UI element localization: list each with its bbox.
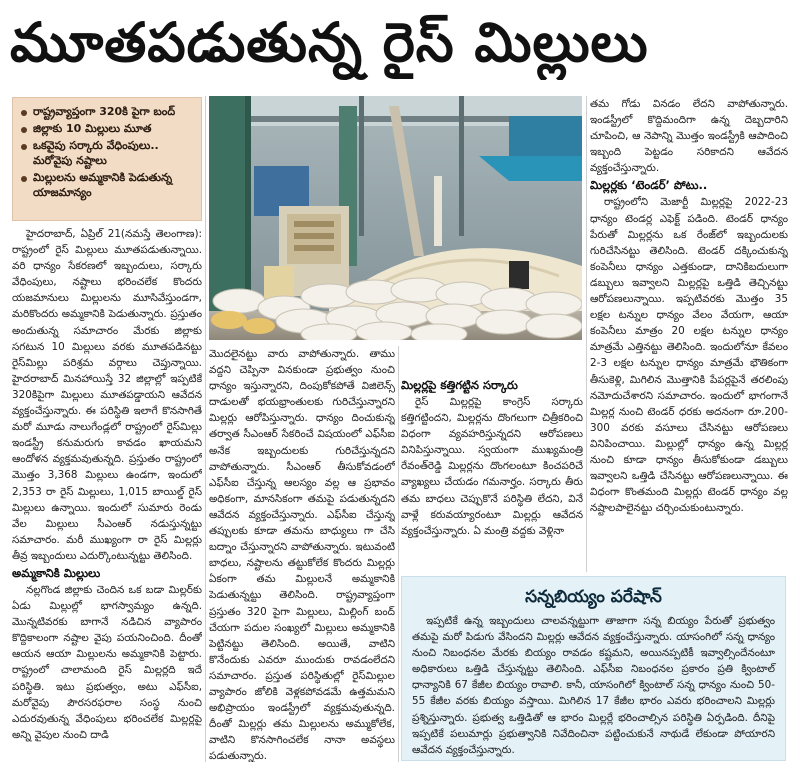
bullet-icon xyxy=(21,176,27,182)
rice-mill-photo xyxy=(209,96,582,340)
column-divider xyxy=(398,346,399,762)
highlight-item: రాష్ట్రవ్యాప్తంగా 320కి పైగా బంద్ xyxy=(19,104,195,119)
body-paragraph: మొదలైనట్టు వారు వాపోతున్నారు. తాము వద్దని చెప్పినా వినకుండా ప్రభుత్వం నుంచి ధాన్యం ఇస్తున్నారని, దింపుకోకపోతే విజిలెన్స్‌ దాడులతో భయభ్రాంతులకు గురిచేస్తున్నారని మిల్లర్లు ఆరోపిస్తున్నారు. ధాన్యం దించుకున్న తర్వాత సీఎంఆర్‌ సేకరించే విషయంలో ఎఫ్‌సీఐ అనేక ఇబ్బందులకు గురిచేస్తున్నదని వాపోతున్నారు. సీఎంఆర్‌ తీసుకోవడంలో ఎఫ్‌సీఐ చేస్తున్న ఆలస్యం వల్ల ఆ ప్రభావం అధికంగా, మానసికంగా తమపై పడుతున్నదని ఆవేదన వ్యక్తంచేస్తున్నారు. ఎఫ్‌సీఐ చేస్తున్న తప్పులకు కూడా తమను బాధ్యులు గా చేసి బద్నాం చేస్తున్నారని వాపోతున్నారు. ఇటువంటి బాధలు, నష్టాలను తట్టుకోలేక కొందరు మిల్లర్లు ఏకంగా తమ మిల్లులనే అమ్మకానికి పెడుతున్నట్టు తెలిసింది. రాష్ట్రవ్యాప్తంగా ప్రస్తుతం 320 పైగా మిల్లులు, మిల్లింగ్‌ బంద్‌ చేయగా పదుల సంఖ్యలో మిల్లులు అమ్మకానికి పెట్టినట్టు తెలిసింది. అయితే, వాటిని కొనేందుకు ఎవరూ ముందుకు రావడంలేదని సమాచారం. ప్రస్తుత పరిస్థితుల్లో రైస్‌మిల్లుల వ్యాపారం జోలికి వెళ్లకపోవడమే ఉత్తమమని అభిప్రాయం ఇండస్ట్రీలో వ్యక్తమవుతున్నది. దీంతో మిల్లర్లు తమ మిల్లులను అమ్ముకోలేక, వాటిని కొనసాగించలేక నానా అవస్థలు పడుతున్నారు. xyxy=(209,348,395,762)
column-divider xyxy=(586,96,587,572)
body-paragraph: హైదరాబాద్‌, ఏప్రిల్‌ 21(నమస్తే తెలంగాణ): రాష్ట్రంలో రైస్‌ మిల్లులు మూతపడుతున్నాయి. వరి ధాన్యం సేకరణలో ఇబ్బందులు, సర్కారు వేధింపులు, నష్టాలు భరించలేక కొందరు యజమానులు మిల్లులను మూసివేస్తుండగా, మరికొందరు అమ్మకానికి పెడుతున్నారు. ప్రస్తుతం అందుతున్న సమాచారం మేరకు జిల్లాకు సగటున 10 మిల్లులు వరకు మూతపడినట్టు రైస్‌మిల్లు పరిశ్రమ వర్గాలు చెప్తున్నాయి. హైదరాబాద్‌ మినహాయిస్తే 32 జిల్లాల్లో ఇప్పటికే 320కిపైగా మిల్లులు మూతపడ్డాయని ఆవేదన వ్యక్తంచేస్తున్నారు. ఈ పరిస్థితి ఇలాగే కొనసాగితే మరో మూడు నాలుగేండ్లలో రాష్ట్రంలో రైస్‌మిల్లు ఇండస్ట్రీ కనుమరుగు కావడం ఖాయమని ఆందోళన వ్యక్తమవుతున్నది. ప్రస్తుతం రాష్ట్రంలో మొత్తం 3,368 మిల్లులు ఉండగా, ఇందులో 2,353 రా రైస్‌ మిల్లులు, 1,015 బాయిల్డ్‌ రైస్‌ మిల్లులు ఉన్నాయి. ఇందులో సుమారు రెండు వేల మిల్లులు సీఎంఆర్‌ నడుస్తున్నట్టు సమాచారం. మరీ ముఖ్యంగా రా రైస్‌ మిల్లర్లు తీవ్ర ఇబ్బందులు ఎదుర్కొంటున్నట్టు తెలిసింది. xyxy=(12,228,202,562)
article-column-3 xyxy=(401,346,583,572)
headline: మూతపడుతున్న రైస్ మిల్లులు xyxy=(10,10,649,74)
highlight-item: మిల్లులను అమ్మకానికి పెడుతున్న యాజమాన్యం xyxy=(19,170,195,200)
bullet-icon xyxy=(21,110,27,116)
rice-mill-illustration xyxy=(209,96,582,340)
article-column-1 xyxy=(12,226,202,762)
highlights-box xyxy=(12,97,202,221)
bullet-icon xyxy=(21,127,27,133)
boxout xyxy=(401,576,786,761)
subheading: అమ్మకానికి మిల్లులు xyxy=(12,565,101,580)
subheading: మిల్లర్లకు ‘టెండర్‌’ పోటు.. xyxy=(590,178,708,193)
boxout-title: సన్నబియ్యం పరేషాన్‌ xyxy=(525,587,662,607)
column-divider xyxy=(205,96,206,762)
boxout-paragraph: ఇప్పటికే ఉన్న ఇబ్బందులు చాలవన్నట్టుగా తాజాగా సన్న బియ్యం పేరుతో ప్రభుత్వం తమపై మరో పిడుగు వేసిందని మిల్లర్లు ఆవేదన వ్యక్తంచేస్తున్నారు. యాసంగిలో సన్న ధాన్యం నుంచి నిబంధనల మేరకు బియ్యం రావడం కష్టమని, అయినప్పటికీ ఇవ్వాల్సిందేనంటూ అధికారులు ఒత్తిడి చేస్తున్నట్టు తెలిసింది. ఎఫ్‌సీఐ నిబంధనల ప్రకారం ప్రతి క్వింటాల్‌ ధాన్యానికి 67 కేజీల బియ్యం రావాలి. కానీ, యాసంగిలో క్వింటాల్‌ సన్న ధాన్యం నుంచి 50-55 కేజీల వరకు బియ్యం వస్తాయి. మిగిలిన 17 కేజీల భారం ఎవరు భరించాలని మిల్లర్లు ప్రశ్నిస్తున్నారు. ప్రభుత్వ ఒత్తిడితో ఆ భారం మిల్లర్లే భరించాల్సిన పరిస్థితి ఏర్పడింది. దీనిపై ఇప్పటికే పలుమార్లు ప్రభుత్వానికి నివేదించినా పట్టించుకునే నాథుడే లేకుండా పోయారని ఆవేదన వ్యక్తంచేస్తున్నారు. xyxy=(412,615,775,756)
body-paragraph: నల్లగొండ జిల్లాకు చెందిన ఒక బడా మిల్లర్‌కు ఏడు మిల్లుల్లో భాగస్వామ్యం ఉన్నది. మొన్నటివరకు బాగానే నడిచిన వ్యాపారం కొద్దికాలంగా నష్టాల వైపు పయనించింది. దీంతో ఆయన ఆయా మిల్లులను అమ్మకానికి పెట్టారు. రాష్ట్రంలో చాలామంది రైస్‌ మిల్లర్లది ఇదే పరిస్థితి. ఇటు ప్రభుత్వం, అటు ఎఫ్‌సీఐ, మరోవైపు పౌరసరఫరాల సంస్థ నుంచి ఎదురవుతున్న వేధింపులు భరించలేక మిల్లర్లపై అన్ని వైపుల నుంచి దాడి xyxy=(12,583,202,741)
highlight-item: ఒకవైపు సర్కారు వేధింపులు.. మరోవైపు నష్టాలు xyxy=(19,138,195,168)
body-paragraph: తమ గోడు వినడం లేదని వాపోతున్నారు. ఇండస్ట్రీలో కొద్దిమందిగా ఉన్న దెబ్బదారిని చూపించి, ఆ నెపాన్ని మొత్తం ఇండస్ట్రీకి ఆపాదించి ఇబ్బంది పెట్టడం సరికాదని ఆవేదన వ్యక్తంచేస్తున్నారు. xyxy=(590,98,788,175)
subheading: మిల్లర్లపై కత్తిగట్టిన సర్కారు xyxy=(401,378,518,392)
highlight-item: జిల్లాకు 10 మిల్లులు మూత xyxy=(19,121,195,136)
body-paragraph: రాష్ట్రంలోని మెజార్టీ మిల్లర్లపై 2022-23 ధాన్యం టెండర్ల ఎఫెక్ట్‌ పడింది. టెండర్‌ ధాన్యం పేరుతో మిల్లర్లను ఒక రేంజ్‌లో ఇబ్బందులకు గురిచేసినట్టు తెలిసింది. టెండర్‌ దక్కించుకున్న కంపెనీలు ధాన్యం ఎత్తకుండా, దానికిబదులుగా డబ్బులు ఇవ్వాలని మిల్లర్లపై ఒత్తిడి తెచ్చినట్టు ఆరోపణలున్నాయి. ఇప్పటివరకు మొత్తం 35 లక్షల టన్నుల ధాన్యం వేలం వేయగా, ఆయా కంపెనీలు మాత్రం 20 లక్షల టన్నుల ధాన్యం మాత్రమే ఎత్తినట్టు తెలిసింది. ఇందులోనూ కేవలం 2-3 లక్షల టన్నుల ధాన్యం మాత్రమే భౌతికంగా తీసుకెళ్లి, మిగిలిన మొత్తానికి పేపర్లపైనే తరలింపు నమోదుచేశారని సమాచారం. ఇందులో భాగంగానే మిల్లర్ల నుంచి టెండర్‌ ధరకు అదనంగా రూ.200-300 వరకు వసూలు చేసినట్టు ఆరోపణలు వినిపించాయి. మిల్లుల్లో ధాన్యం ఉన్న మిల్లర్ల నుంచి కూడా ధాన్యం తీసుకోకుండా డబ్బులు ఇవ్వాలని ఒత్తిడి చేసినట్టు ఆరోపణలున్నాయి. ఈ విధంగా కొంతమంది మిల్లర్లు టెండర్‌ ధాన్యం వల్ల నష్టాలపాలైనట్టు చర్చించుకుంటున్నారు. xyxy=(590,196,788,515)
bullet-icon xyxy=(21,144,27,150)
article-column-2 xyxy=(209,346,395,762)
article-column-4 xyxy=(590,96,788,572)
body-paragraph: రైస్‌ మిల్లర్లపై కాంగ్రెస్‌ సర్కారు కత్తిగట్టిందని, మిల్లర్లను దొంగలుగా చిత్రీకరించి విధంగా వ్యవహరిస్తున్నదని ఆరోపణలు వినిపిస్తున్నాయి. స్వయంగా ముఖ్యమంత్రి రేవంత్‌రెడ్డి మిల్లర్లను దొంగలంటూ కించపరిచే వ్యాఖ్యలు చేయడం గమనార్హం. సర్కారు తీరు తమ బాధలు చెప్పుకొనే పరిస్థితి లేదని, వినే వాళ్లే కరువయ్యారంటూ మిల్లర్లు ఆవేదన వ్యక్తంచేస్తున్నారు. ఏ మంత్రి వద్దకు వెళ్లినా xyxy=(401,396,583,537)
